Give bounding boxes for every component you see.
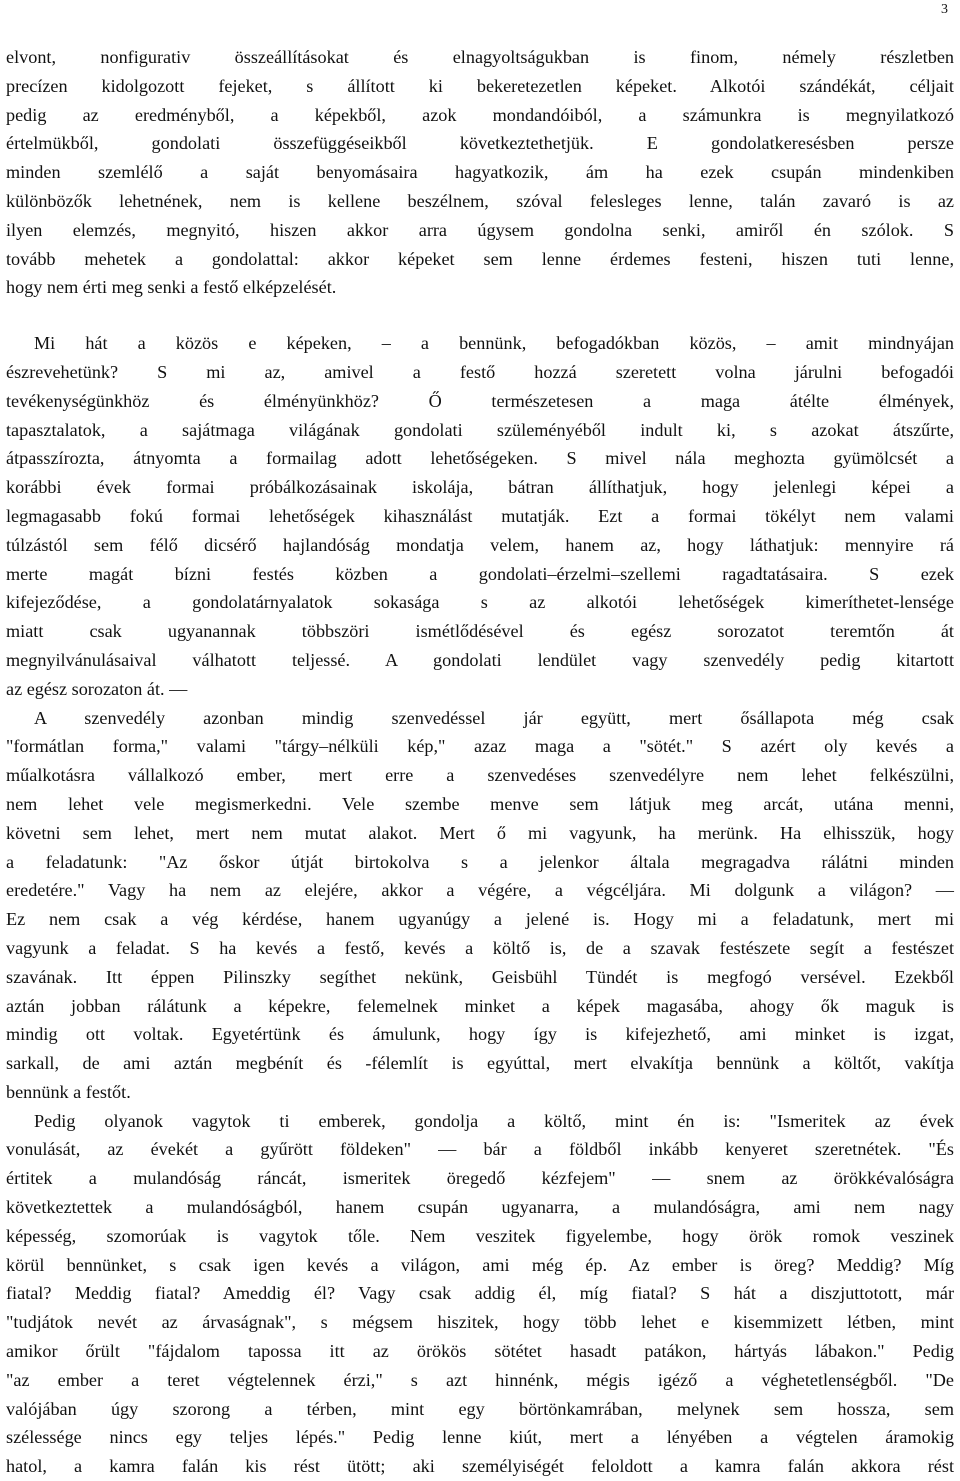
text-line: nem lehet vele megismerkedni. Vele szembe menve sem látjuk meg arcát, utána menni, [6,793,954,814]
text-line: tovább mehetek a gondolattal: akkor képeket sem lenne érdemes festeni, hiszen tuti lenne, [6,248,954,269]
text-line: minden szemlélő a saját benyomásaira hagyatkozik, ám ha ezek csupán mindenkiben [6,162,954,183]
text-line: korábbi évek formai próbálkozásainak iskolája, bátran állíthatjuk, hogy jelenlegi képei a [6,477,954,498]
text-line: hogy nem érti meg senki a festő elképzelését. [6,277,337,298]
text-line: követni sem lehet, mert nem mutat alakot. Mert ő mi vagyunk, ha merünk. Ha elhisszük, hogy [6,822,954,843]
text-line: vonulását, az évekét a gyűrött földeken" — bár a földből inkább kenyeret szeretnétek. "És [6,1139,954,1160]
text-line: fiatal? Meddig fiatal? Ameddig él? Vagy csak addig él, míg fiatal? S hát a diszjuttotott, már [6,1283,954,1304]
text-line: precízen kidolgozott fejeket, s állított ki bekeretezetlen képeket. Alkotói szándékát, céljait [6,75,954,96]
text-line: műalkotásra vállalkozó ember, mert erre a szenvedéses szenvedélyre nem lehet felkészülni, [6,765,954,786]
text-line: valójában úgy szorong a térben, mint egy börtönkamrában, melynek sem hossza, sem [6,1398,954,1419]
text-line: következtettek a mulandóságból, hanem csupán ugyanarra, a mulandóságra, ami nem nagy [6,1197,954,1218]
page-number: 3 [941,2,948,17]
text-line: észrevehetünk? S mi az, amivel a festő hozzá szeretett volna járulni befogadói [6,361,954,382]
text-line: vagyunk a feladat. S ha kevés a festő, kevés a költő is, de a szavak festészete segít a festészet [6,937,954,958]
text-line: amikor őrült "fájdalom tapossa itt az örökös sötétet hasadt patákon, hártyás lábakon." Pedig [6,1341,954,1362]
text-line: szélessége nincs egy teljes lépés." Pedig lenne kiút, mert a lényében a végtelen áramokig [6,1427,954,1448]
text-line: A szenvedély azonban mindig szenvedéssel jár együtt, mert ősállapota még csak [34,707,954,728]
text-line: megnyilvánulásaival válhatott teljessé. A gondolati lendület vagy szenvedély pedig kitartott [6,649,954,670]
paragraph-1 [6,43,954,302]
text-line: bennünk a festőt. [6,1081,131,1102]
text-line: sarkall, de ami aztán megbénít és -félemlít is egyúttal, mert elvakítja bennünk a költőt, vakítja [6,1053,954,1074]
paragraph-4 [6,1107,954,1481]
text-line: "tudjátok nevét az árvaságnak", s mégsem hiszitek, hogy több lehet e kisemmizett létben, mint [6,1312,954,1333]
text-line: Mi hát a közös e képeken, – a bennünk, befogadókban közös, – amit mindnyájan [34,333,954,354]
text-line: legmagasabb fokú formai lehetőségek kihasználást mutatják. Ezt a formai tökélyt nem valami [6,505,954,526]
text-line: aztán jobban rálátunk a képekre, felemelnek minket a képek magasába, ahogy ők maguk is [6,995,954,1016]
paragraph-gap [6,302,954,329]
text-line: képesség, szomorúak is vagytok tőle. Nem veszitek figyelembe, hogy örök romok veszinek [6,1225,954,1246]
text-line: eredetére." Vagy ha nem az elejére, akkor a végére, a végcéljára. Mi dolgunk a világon? — [6,880,954,901]
text-line: szavának. Itt éppen Pilinszky segíthet nekünk, Geisbühl Tündét is megfogó versével. Ezekből [6,966,954,987]
text-line: miatt csak ugyanannak többszöri ismétlődésével és egész sorozatot teremtőn át [6,621,954,642]
text-line: különbözők lehetnének, nem is kellene beszélnem, szóval felesleges lenne, talán zavaró is az [6,190,954,211]
paragraph-3 [6,704,954,1107]
text-line: "az ember a teret végtelennek érzi," s azt hinnénk, mégis igéző a véghetetlenségből. "De [6,1369,954,1390]
text-line: a feladatunk: "Az őskor útját birtokolva s a jelenkor általa megragadva rálátni minden [6,851,954,872]
text-line: tapasztalatok, a sajátmaga világának gondolati szüleményéből indult ki, s azokat átszűrte, [6,419,954,440]
text-line: túlzástól sem félő dicsérő hajlandóság mondatja velem, hanem az, hogy láthatjuk: mennyire rá [6,534,954,555]
paragraph-2 [6,329,954,703]
text-line: pedig az eredményből, a képekből, azok mondandóiból, a számunkra is megnyilatkozó [6,104,954,125]
text-line: tevékenységünkhöz és élményünkhöz? Ő természetesen a maga átélte élmények, [6,390,954,411]
text-line: "formátlan forma," valami "tárgy–nélküli kép," azaz maga a "sötét." S azért oly kevés a [6,736,954,757]
text-line: átpasszírozta, átnyomta a formailag adott lehetőségeken. S mivel nála meghozta gyümölcsét a [6,448,954,469]
text-line: Pedig olyanok vagytok ti emberek, gondolja a költő, mint én is: "Ismeritek az évek [34,1110,954,1131]
body-text [6,43,954,1481]
text-line: Ez nem csak a vég kérdése, hanem ugyanúgy a jelené is. Hogy mi a feladatunk, mert mi [6,909,954,930]
text-line: ilyen elemzés, megnyitó, hiszen akkor arra úgysem gondolna senki, amiről én szólok. S [6,219,954,240]
text-line: az egész sorozaton át. — [6,678,188,699]
text-line: értelmükből, gondolati összefüggéseikből következtethetjük. E gondolatkeresésben persze [6,133,954,154]
text-line: merte magát bízni festés közben a gondolati–érzelmi–szellemi ragadtatásaira. S ezek [6,563,954,584]
text-line: hatol, a kamra falán kis rést ütött; aki személyiségét feloldott a kamra falán akkora rést [6,1456,954,1477]
text-line: körül bennünket, s csak igen kevés a világon, ami még ép. Az ember is öreg? Meddig? Míg [6,1254,954,1275]
text-line: elvont, nonfigurativ összeállításokat és elnagyoltságukban is finom, némely részletben [6,47,954,67]
text-line: kifejeződése, a gondolatárnyalatok sokasága s az alkotói lehetőségek kimeríthetet-lensége [6,592,954,613]
text-line: értitek a mulandóság ráncát, ismeritek öregedő kézfejem" — snem az örökkévalóságra [6,1168,954,1189]
text-line: mindig ott voltak. Egyetértünk és ámulunk, hogy így is kifejezhető, ami minket is izgat, [6,1024,954,1045]
